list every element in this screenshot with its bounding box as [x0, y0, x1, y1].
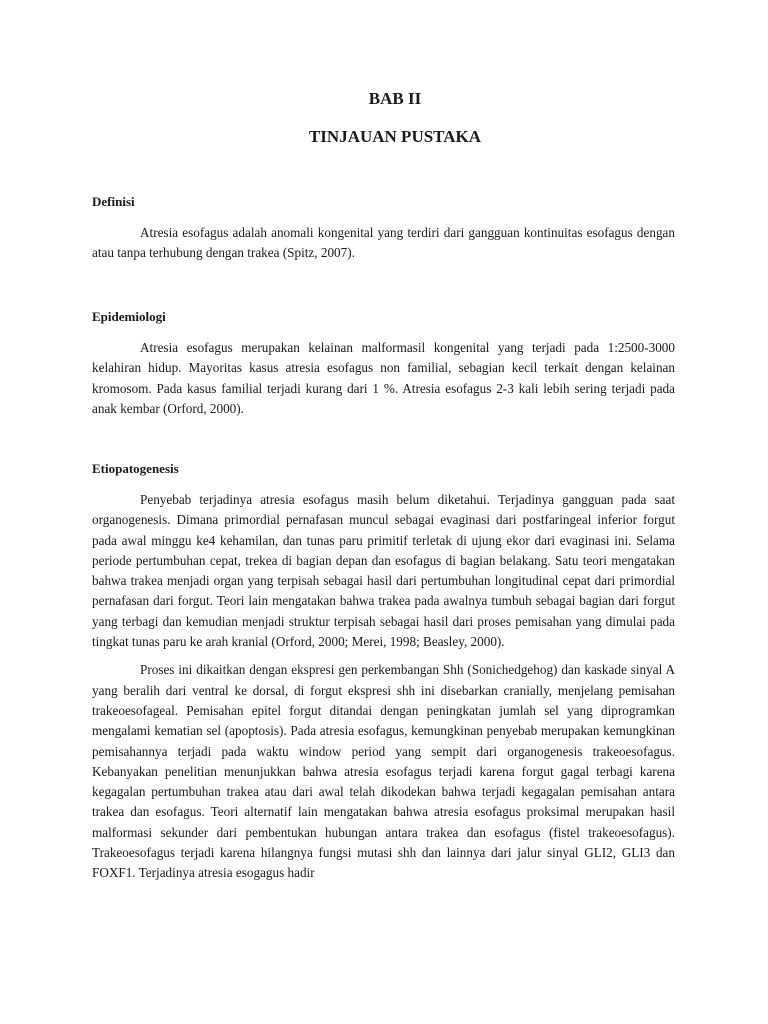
paragraph: Penyebab terjadinya atresia esofagus masih belum diketahui. Terjadinya gangguan pada saat organogenesis. Dimana primordial pernafasan muncul sebagai evaginasi dari postfaringeal inferior forgut pada awal minggu ke4 kehamilan, dan tunas paru primitif terletak di ujung ekor dari evaginasi ini. Selama periode pertumbuhan cepat, trekea di bagian depan dan esofagus di bagian belakang. Satu teori mengatakan bahwa trakea menjadi organ yang terpisah sebagai hasil dari pertumbuhan longitudinal cepat dari primordial pernafasan dari forgut. Teori lain mengatakan bahwa trakea pada awalnya tumbuh sebagai bagian dari forgut yang terbagi dan kemudian menjadi struktur terpisah sebagai hasil dari proses pemisahan yang dimulai pada tingkat tunas paru ke arah kranial (Orford, 2000; Merei, 1998; Beasley, 2000). [92, 492, 675, 650]
paragraph: Atresia esofagus merupakan kelainan malformasil kongenital yang terjadi pada 1:2500-3000 kelahiran hidup. Mayoritas kasus atresia esofagus non familial, sebagian kecil terkait dengan kelainan kromosom. Pada kasus familial terjadi kurang dari 1 %. Atresia esofagus 2-3 kali lebih sering terjadi pada anak kembar (Orford, 2000). [92, 340, 675, 416]
section-etiopatogenesis [92, 461, 675, 892]
chapter-number: BAB II [368, 89, 422, 108]
chapter-title: TINJAUAN PUSTAKA [308, 127, 482, 146]
paragraph: Atresia esofagus adalah anomali kongenital yang terdiri dari gangguan kontinuitas esofagus dengan atau tanpa terhubung dengan trakea (Spitz, 2007). [92, 225, 675, 261]
paragraph: Proses ini dikaitkan dengan ekspresi gen perkembangan Shh (Sonichedgehog) dan kaskade sinyal A yang beralih dari ventral ke dorsal, di forgut ekspresi shh ini disebarkan cranially, menjelang pemisahan trakeoesofageal. Pemisahan epitel forgut ditandai dengan peningkatan jumlah sel yang diprogramkan mengalami kematian sel (apoptosis). Pada atresia esofagus, kemungkinan penyebab merupakan kemungkinan pemisahannya terjadi pada waktu window period yang sempit dari organogenesis trakeoesofagus. Kebanyakan penelitian menunjukkan bahwa atresia esofagus terjadi karena forgut gagal terbagi karena kegagalan pertumbuhan trakea atau dari awal telah dikodekan bahwa terjadi kegagalan pemisahan antara trakea dan esofagus. Teori alternatif lain mengatakan bahwa atresia esofagus proksimal merupakan hasil malformasi sekunder dari pembentukan hubungan antara trakea dan esofagus (fistel trakeoesofagus). Trakeoesofagus terjadi karena hilangnya fungsi mutasi shh dan lainnya dari jalur sinyal GLI2, GLI3 dan FOXF1. Terjadinya atresia esogagus hadir [92, 662, 675, 881]
section-definisi [92, 194, 675, 272]
section-heading-etiopatogenesis: Etiopatogenesis [92, 461, 179, 476]
section-heading-definisi: Definisi [92, 194, 135, 209]
section-heading-epidemiologi: Epidemiologi [92, 309, 166, 324]
section-epidemiologi [92, 309, 675, 427]
